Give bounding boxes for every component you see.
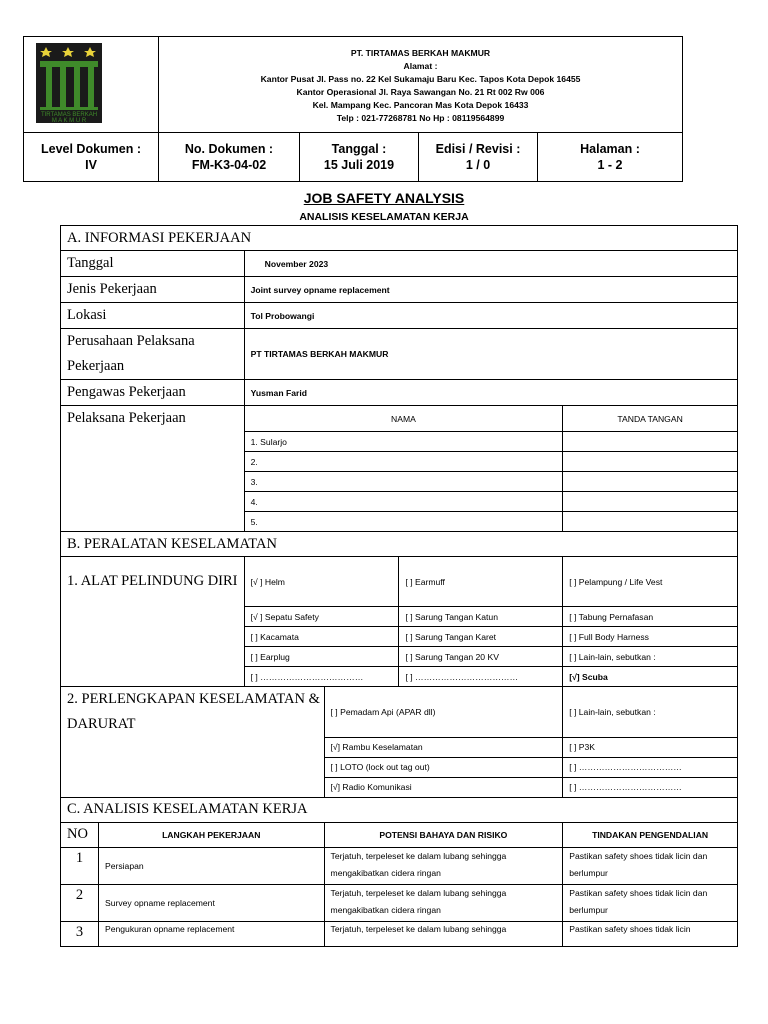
company-name: PT. TIRTAMAS BERKAH MAKMUR xyxy=(350,47,491,58)
row-step: Survey opname replacement xyxy=(98,884,324,921)
row-no: 1 xyxy=(61,847,99,884)
apd-item[interactable]: [ ] Sarung Tangan Karet xyxy=(399,627,563,647)
address-line: Kel. Mampang Kec. Pancoran Mas Kota Depok 16433 xyxy=(312,99,529,110)
row-risk: Terjatuh, terpeleset ke dalam lubang sehingga mengakibatkan cidera ringan xyxy=(324,884,563,921)
col-potensi: POTENSI BAHAYA DAN RISIKO xyxy=(324,822,563,847)
row-control: Pastikan safety shoes tidak licin dan berlumpur xyxy=(563,884,738,921)
document-header xyxy=(23,36,683,182)
meta-level: Level Dokumen : IV xyxy=(24,133,159,182)
perl-item[interactable]: [ ] LOTO (lock out tag out) xyxy=(324,757,563,777)
worker-row: 5. xyxy=(244,512,563,532)
apd-item[interactable]: [ ] Earplug xyxy=(244,647,399,667)
perl-item[interactable]: [ ] ……………………………… xyxy=(563,777,738,797)
perl-item[interactable]: [ ] Pemadam Api (APAR dll) xyxy=(324,687,563,738)
page-title: JOB SAFETY ANALYSIS xyxy=(303,190,465,206)
worker-row: 1. Sularjo xyxy=(244,432,563,452)
value-lokasi: Tol Probowangi xyxy=(244,303,737,329)
row-control: Pastikan safety shoes tidak licin dan berlumpur xyxy=(563,847,738,884)
row-no: 3 xyxy=(61,921,99,946)
row-step: Persiapan xyxy=(98,847,324,884)
apd-item[interactable]: [ ] Lain-lain, sebutkan : xyxy=(563,647,738,667)
perl-item[interactable]: [ ] Lain-lain, sebutkan : xyxy=(563,687,738,738)
address-line: Kantor Pusat Jl. Pass no. 22 Kel Sukamaju Baru Kec. Tapos Kota Depok 16455 xyxy=(260,73,581,84)
section-b-heading: B. PERALATAN KESELAMATAN xyxy=(61,532,738,557)
signature-cell xyxy=(563,452,738,472)
perlengkapan-label: 2. PERLENGKAPAN KESELAMATAN & DARURAT xyxy=(61,687,325,738)
value-jenis-pekerjaan: Joint survey opname replacement xyxy=(244,277,737,303)
perl-item[interactable]: [√] Rambu Keselamatan xyxy=(324,737,563,757)
section-a-heading: A. INFORMASI PEKERJAAN xyxy=(61,226,738,251)
apd-item[interactable]: [ ] Sarung Tangan 20 KV xyxy=(399,647,563,667)
address-line: Kantor Operasional Jl. Raya Sawangan No. 21 Rt 002 Rw 006 xyxy=(296,86,545,97)
worker-row: 3. xyxy=(244,472,563,492)
row-risk: Terjatuh, terpeleset ke dalam lubang sehingga xyxy=(324,921,563,946)
apd-label: 1. ALAT PELINDUNG DIRI xyxy=(61,557,245,607)
label-pelaksana: Pelaksana Pekerjaan xyxy=(61,406,245,432)
apd-item[interactable]: [√ ] Helm xyxy=(244,557,399,607)
meta-page: Halaman : 1 - 2 xyxy=(538,133,683,182)
row-step: Pengukuran opname replacement xyxy=(98,921,324,946)
address-label: Alamat : xyxy=(403,60,438,71)
apd-item[interactable]: [√] Scuba xyxy=(563,667,738,687)
col-langkah: LANGKAH PEKERJAAN xyxy=(98,822,324,847)
worker-row: 4. xyxy=(244,492,563,512)
label-perusahaan: Perusahaan Pelaksana Pekerjaan xyxy=(61,329,245,380)
apd-item[interactable]: [ ] Full Body Harness xyxy=(563,627,738,647)
perl-item[interactable]: [√] Radio Komunikasi xyxy=(324,777,563,797)
signature-cell xyxy=(563,432,738,452)
col-nama: NAMA xyxy=(244,406,563,432)
label-jenis-pekerjaan: Jenis Pekerjaan xyxy=(61,277,245,303)
apd-item[interactable]: [ ] ……………………………… xyxy=(399,667,563,687)
value-perusahaan: PT TIRTAMAS BERKAH MAKMUR xyxy=(244,329,737,380)
jsa-form xyxy=(60,225,738,947)
logo-text-1: TIRTAMAS BERKAH xyxy=(40,112,98,118)
row-risk: Terjatuh, terpeleset ke dalam lubang sehingga mengakibatkan cidera ringan xyxy=(324,847,563,884)
row-no: 2 xyxy=(61,884,99,921)
col-tanda-tangan: TANDA TANGAN xyxy=(563,406,738,432)
apd-blank xyxy=(61,607,245,687)
value-tanggal: November 2023 xyxy=(244,251,737,277)
apd-item[interactable]: [√ ] Sepatu Safety xyxy=(244,607,399,627)
logo-text-2: M A K M U R xyxy=(51,118,87,124)
meta-doc-no: No. Dokumen : FM-K3-04-02 xyxy=(159,133,300,182)
label-pengawas: Pengawas Pekerjaan xyxy=(61,380,245,406)
apd-item[interactable]: [ ] ……………………………… xyxy=(244,667,399,687)
signature-cell xyxy=(563,472,738,492)
apd-item[interactable]: [ ] Pelampung / Life Vest xyxy=(563,557,738,607)
company-address xyxy=(159,37,683,133)
signature-cell xyxy=(563,512,738,532)
meta-date: Tanggal : 15 Juli 2019 xyxy=(300,133,419,182)
label-lokasi: Lokasi xyxy=(61,303,245,329)
value-pengawas: Yusman Farid xyxy=(244,380,737,406)
pelaksana-blank xyxy=(61,432,245,532)
meta-edition: Edisi / Revisi : 1 / 0 xyxy=(419,133,538,182)
signature-cell xyxy=(563,492,738,512)
page-subtitle: ANALISIS KESELAMATAN KERJA xyxy=(299,211,469,223)
col-no: NO xyxy=(61,822,99,847)
logo-cell xyxy=(24,37,159,133)
apd-item[interactable]: [ ] Earmuff xyxy=(399,557,563,607)
phone-line: Telp : 021-77268781 No Hp : 08119564899 xyxy=(336,112,505,123)
apd-item[interactable]: [ ] Sarung Tangan Katun xyxy=(399,607,563,627)
apd-item[interactable]: [ ] Kacamata xyxy=(244,627,399,647)
perl-blank xyxy=(61,737,325,797)
col-tindakan: TINDAKAN PENGENDALIAN xyxy=(563,822,738,847)
row-control: Pastikan safety shoes tidak licin xyxy=(563,921,738,946)
perl-item[interactable]: [ ] P3K xyxy=(563,737,738,757)
apd-item[interactable]: [ ] Tabung Pernafasan xyxy=(563,607,738,627)
label-tanggal: Tanggal xyxy=(61,251,245,277)
company-logo xyxy=(24,37,116,127)
perl-item[interactable]: [ ] ……………………………… xyxy=(563,757,738,777)
worker-row: 2. xyxy=(244,452,563,472)
section-c-heading: C. ANALISIS KESELAMATAN KERJA xyxy=(61,797,738,822)
